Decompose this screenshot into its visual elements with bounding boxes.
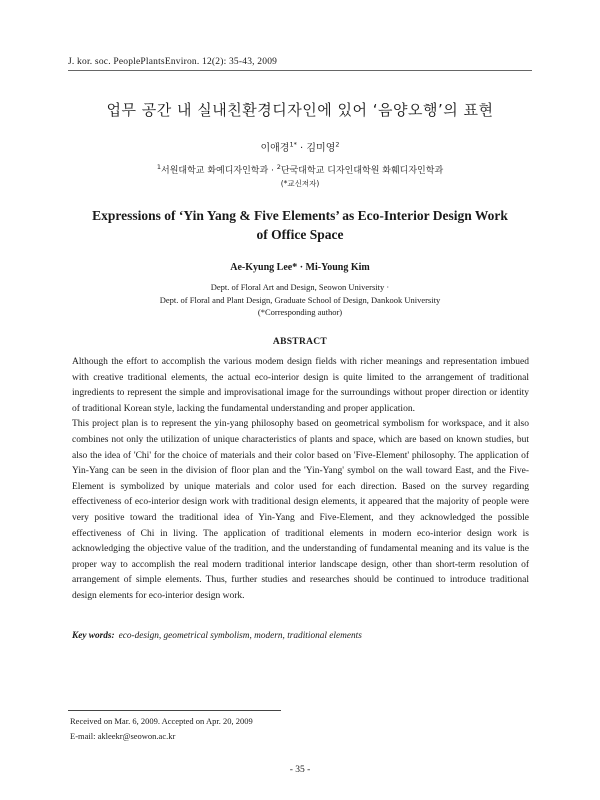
english-authors: Ae-Kyung Lee* · Mi-Young Kim — [230, 262, 370, 273]
abstract-body — [72, 355, 529, 605]
affil-1-mark: 1 — [156, 163, 161, 171]
page-number: - 35 - — [289, 765, 311, 775]
english-affiliations — [0, 281, 600, 319]
korean-author-2: 김미영 — [306, 143, 336, 154]
abstract-paragraph-1: Although the effort to accomplish the various modem design fields with richer meanings and representation imbued with creative traditional elements, the actual eco-interior design is quite limited to the arrangement of traditional ingredients to represent the simple and improvisational image for the surroundings without proper direction or identity of traditional Korean style, lacking the fundamental understanding and proper application. — [72, 357, 529, 414]
english-affiliation-2: Dept. of Floral and Plant Design, Graduate School of Design, Dankook University — [159, 294, 441, 305]
english-title — [60, 206, 540, 244]
keywords-text: eco-design, geometrical symbolism, modern, traditional elements — [118, 631, 362, 641]
korean-title: 업무 공간 내 실내친환경디자인에 있어 ‘음양오행’의 표현 — [106, 101, 494, 119]
korean-affiliations — [0, 163, 600, 176]
korean-author-1: 이애경 — [260, 143, 290, 154]
author-separator: · — [296, 143, 307, 154]
abstract-heading: ABSTRACT — [272, 337, 328, 347]
english-affiliation-1: Dept. of Floral Art and Design, Seowon University · — [210, 282, 390, 292]
english-title-line-2: of Office Space — [256, 227, 344, 242]
korean-corresponding-note: (*교신저자) — [280, 179, 320, 188]
abstract-paragraph-2: This project plan is to represent the yin-yang philosophy based on geometrical symbolism for workspace, and it also combines not only the utilization of unique characteristics of plants and space, which are based on known studies, but also the idea of 'Chi' for the choice of materials and their color based on 'Five-Element' philosophy. The application of Yin-Yang can be seen in the division of floor plan and the 'Yin-Yang' symbol on the wall toward East, and the Five-Element is symbolized by unique materials and color used for each direction. Based on the survey regarding effectiveness of eco-interior design work with traditional design elements, it appeared that the majority of people were very positive toward the traditional idea of Yin-Yang and Five-Element, and they acknowledged the possible effectiveness of Chi in living. The application of traditional elements in modern eco-interior design work is acknowledging the objective value of the tradition, and the understanding of fundamental meaning and its value is the proper way to accomplish the real modern traditional interior landscape design, other than short-term resolution of arrangement of simple elements. Thus, further studies and researches should be continued to introduce traditional design elements for eco-interior design work. — [72, 419, 529, 601]
author-2-mark: 2 — [335, 140, 340, 149]
author-1-mark: 1* — [289, 140, 297, 149]
keywords — [72, 631, 529, 641]
footnote-received-dates: Received on Mar. 6, 2009. Accepted on Apr. 20, 2009 — [70, 716, 253, 726]
footnote-divider — [68, 710, 281, 711]
korean-affiliation-2: 단국대학교 디자인대학원 화훼디자인학과 — [280, 166, 444, 176]
english-corresponding-note: (*Corresponding author) — [257, 307, 343, 317]
affil-2-mark: 2 — [276, 163, 281, 171]
journal-reference: J. kor. soc. PeoplePlantsEnviron. 12(2): 35-43, 2009 — [68, 57, 278, 67]
header-divider — [68, 70, 532, 71]
korean-authors — [0, 139, 600, 154]
keywords-label: Key words: — [72, 631, 115, 641]
korean-affiliation-1: 서원대학교 화예디자인학과 · — [161, 166, 277, 176]
english-title-line-1: Expressions of ‘Yin Yang & Five Elements’ as Eco-Interior Design Work — [92, 208, 508, 223]
footnote-email: E-mail: akleekr@seowon.ac.kr — [70, 731, 176, 741]
